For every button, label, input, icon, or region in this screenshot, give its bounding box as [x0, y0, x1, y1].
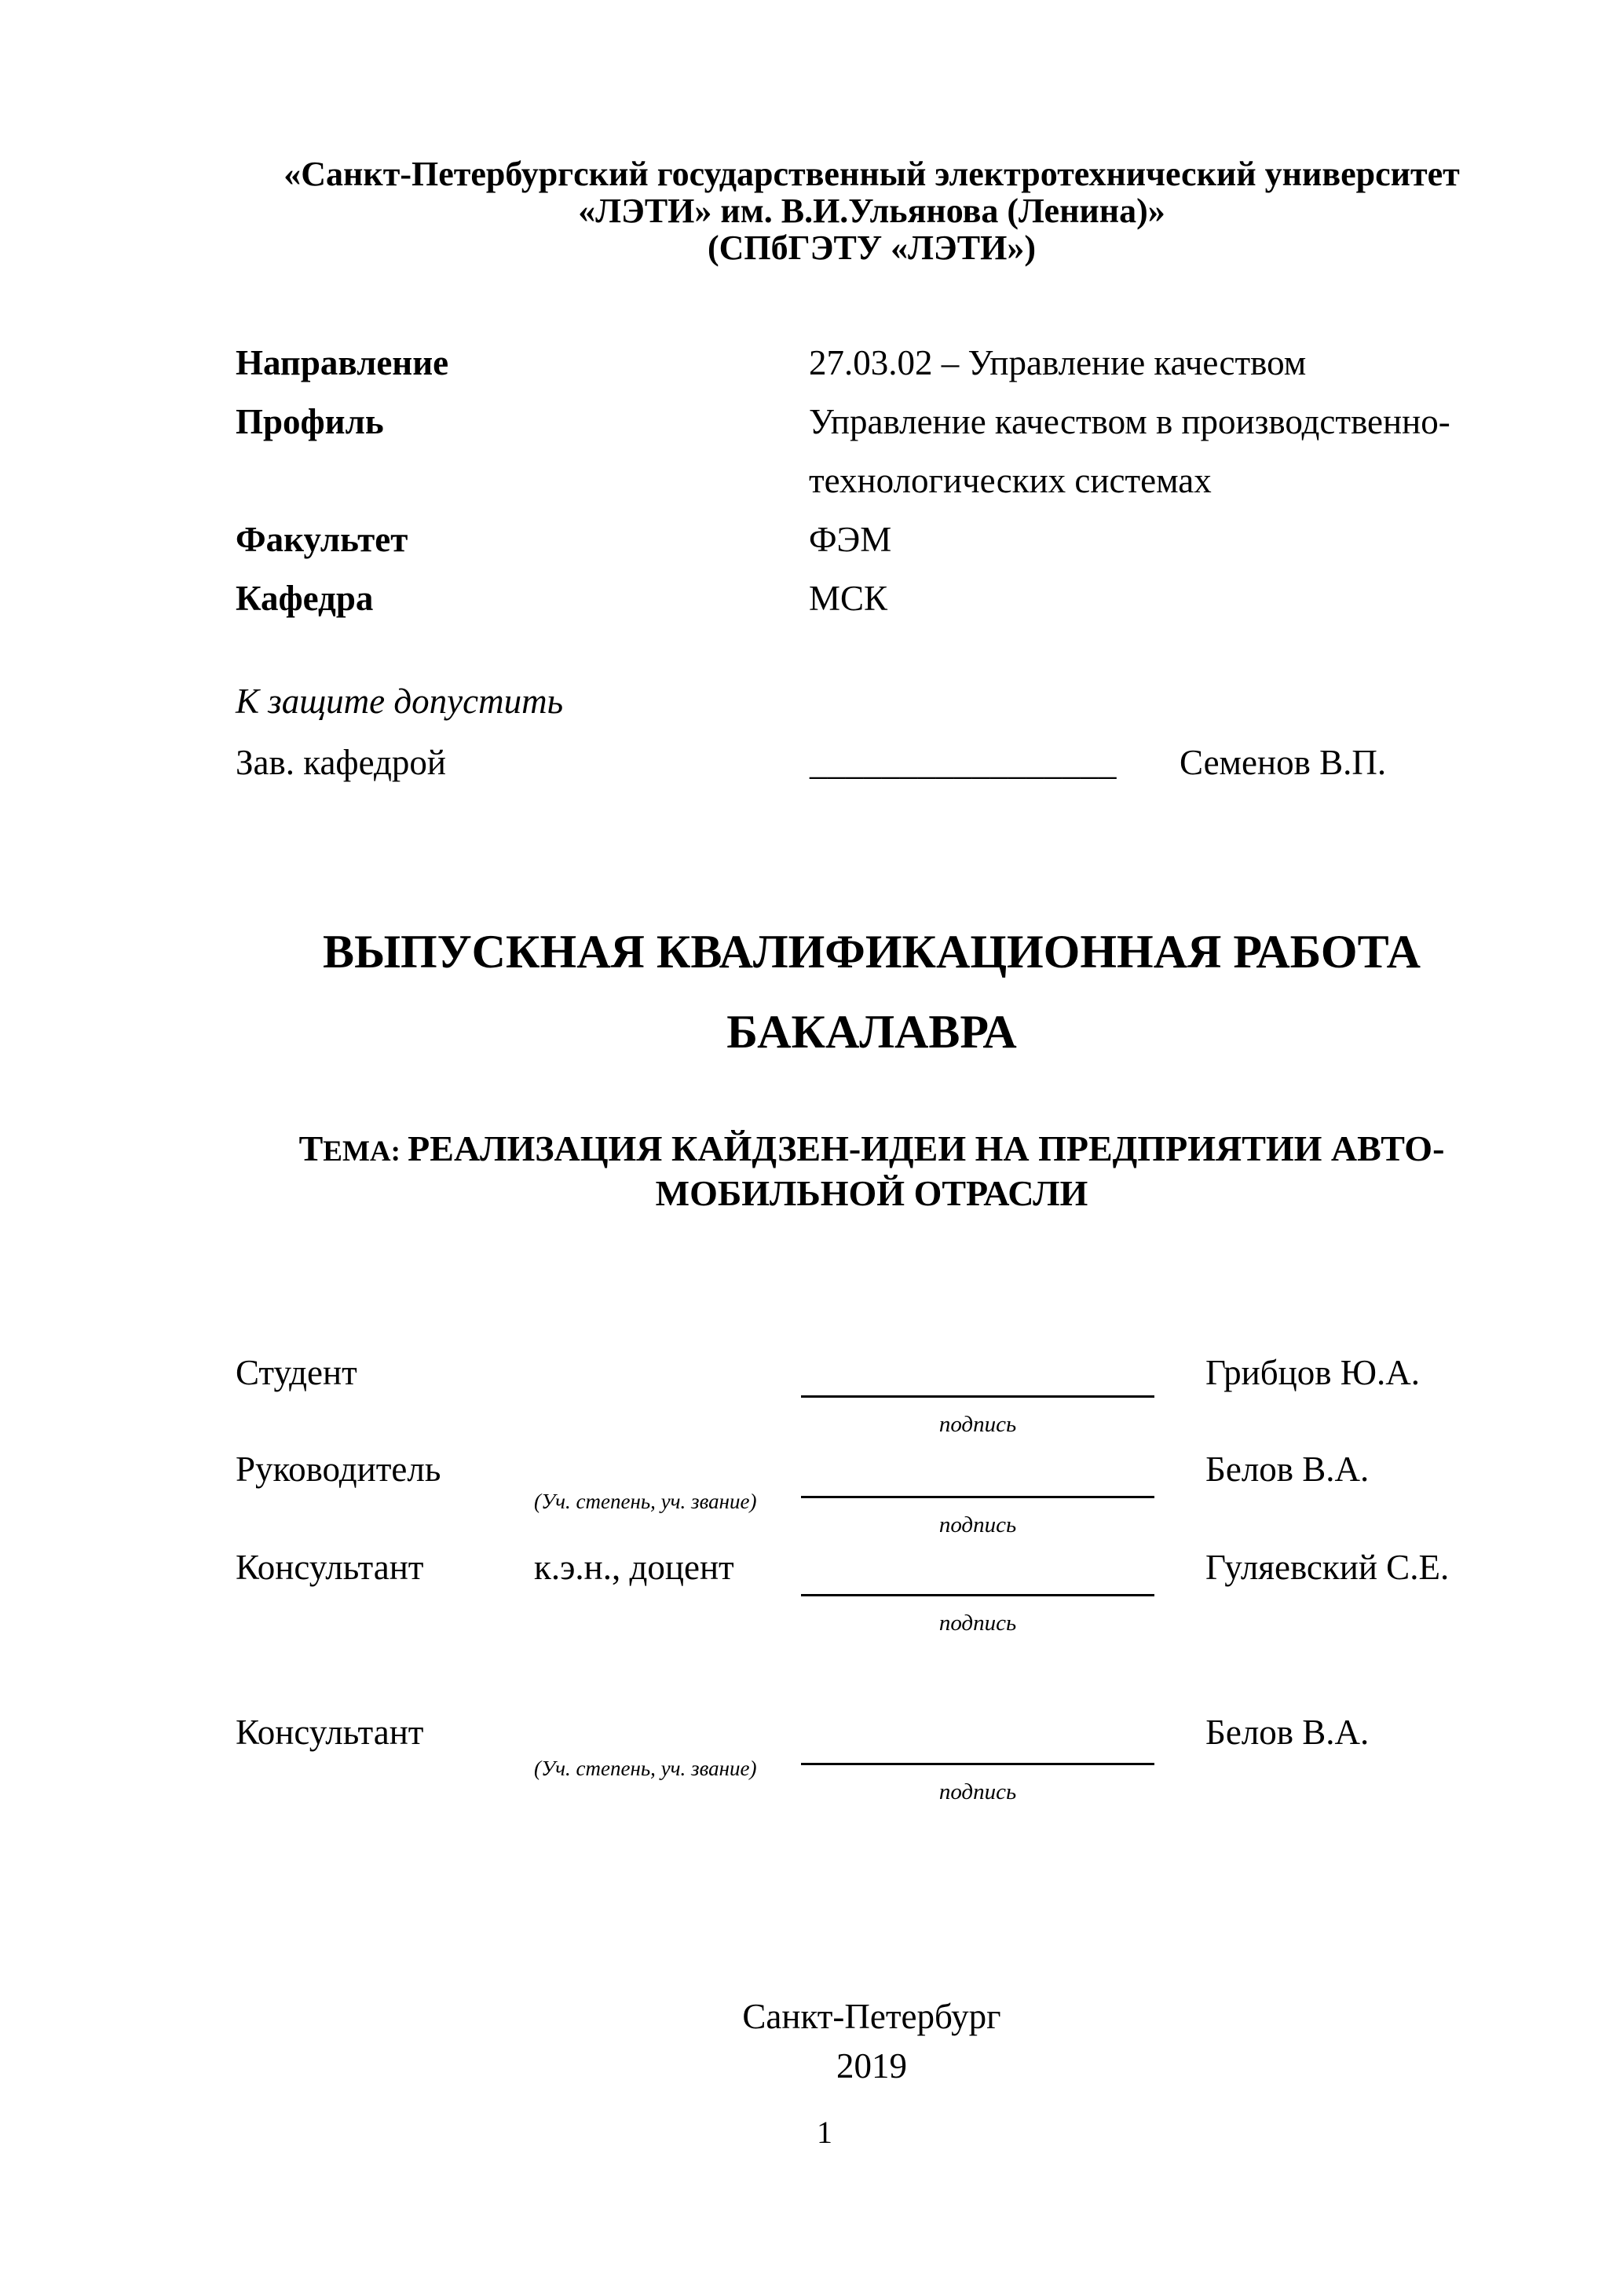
page-number: 1: [817, 2115, 832, 2150]
signature-line: [801, 1447, 1154, 1498]
signatory-role: Руководитель: [236, 1450, 441, 1489]
signature-line: [801, 1710, 1154, 1765]
signature-line: [801, 1351, 1154, 1398]
theme-line: [236, 1128, 1508, 1172]
signature-row: [236, 1710, 1508, 1828]
field-value: ФЭМ: [809, 520, 892, 559]
field-value: МСК: [809, 579, 888, 618]
field-row: [236, 393, 1508, 510]
signature-line: [801, 1545, 1154, 1596]
field-row: [236, 569, 1508, 628]
header-line: (СПбГЭТУ «ЛЭТИ»): [708, 229, 1036, 267]
signature-area: [801, 1545, 1154, 1640]
theme-label-cap: Т: [298, 1128, 324, 1168]
program-fields: [236, 334, 1508, 628]
signature-area: [801, 1710, 1154, 1809]
field-value: Управление качеством в производственно-технологических системах: [809, 402, 1450, 500]
signature-row: [236, 1545, 1508, 1663]
header-line: «Санкт-Петербургский государственный электротехнический университет: [283, 155, 1460, 193]
theme-label-smallcaps: ЕМА:: [323, 1135, 408, 1168]
thesis-title: [236, 912, 1508, 1072]
signature-area: [801, 1351, 1154, 1442]
title-line: ВЫПУСКНАЯ КВАЛИФИКАЦИОННАЯ РАБОТА: [323, 926, 1421, 978]
signature-caption: подпись: [938, 1412, 1017, 1437]
department-head-row: [236, 740, 1508, 795]
field-label: Направление: [236, 343, 449, 382]
signatory-degree-hint: (Уч. степень, уч. звание): [534, 1757, 757, 1780]
signatory-role: Консультант: [236, 1548, 424, 1587]
footer-city: Санкт-Петербург: [742, 1997, 1001, 2036]
university-header: [236, 155, 1508, 266]
signature-caption: подпись: [938, 1512, 1017, 1537]
signatory-role: Консультант: [236, 1713, 424, 1752]
signatory-role: Студент: [236, 1353, 357, 1392]
signature-caption: подпись: [938, 1779, 1017, 1804]
signatory-name: Белов В.А.: [1205, 1450, 1370, 1489]
signatory-degree: к.э.н., доцент: [534, 1548, 734, 1587]
field-label: Профиль: [236, 402, 384, 441]
signature-caption: подпись: [938, 1610, 1017, 1636]
department-head-name: Семенов В.П.: [1180, 743, 1387, 782]
signatory-name: Грибцов Ю.А.: [1205, 1353, 1420, 1392]
admission-note: К защите допустить: [236, 682, 564, 721]
header-line: «ЛЭТИ» им. В.И.Ульянова (Ленина)»: [578, 192, 1165, 230]
theme-line: МОБИЛЬНОЙ ОТРАСЛИ: [655, 1173, 1088, 1213]
field-label: Факультет: [236, 520, 408, 559]
thesis-theme: [236, 1128, 1508, 1214]
field-value: 27.03.02 – Управление качеством: [809, 343, 1307, 382]
signature-area: [801, 1447, 1154, 1542]
footer-year: 2019: [836, 2046, 907, 2086]
title-line: БАКАЛАВРА: [726, 1006, 1017, 1058]
signatory-name: Гуляевский С.Е.: [1205, 1548, 1450, 1587]
field-row: [236, 334, 1508, 393]
department-head-label: Зав. кафедрой: [236, 743, 446, 782]
signature-blank: _________________: [810, 743, 1117, 782]
signatory-name: Белов В.А.: [1205, 1713, 1370, 1752]
signatory-degree-hint: (Уч. степень, уч. звание): [534, 1490, 757, 1513]
field-label: Кафедра: [236, 579, 374, 618]
theme-text: РЕАЛИЗАЦИЯ КАЙДЗЕН-ИДЕИ НА ПРЕДПРИЯТИИ АВТО-: [408, 1128, 1445, 1168]
field-row: [236, 510, 1508, 569]
